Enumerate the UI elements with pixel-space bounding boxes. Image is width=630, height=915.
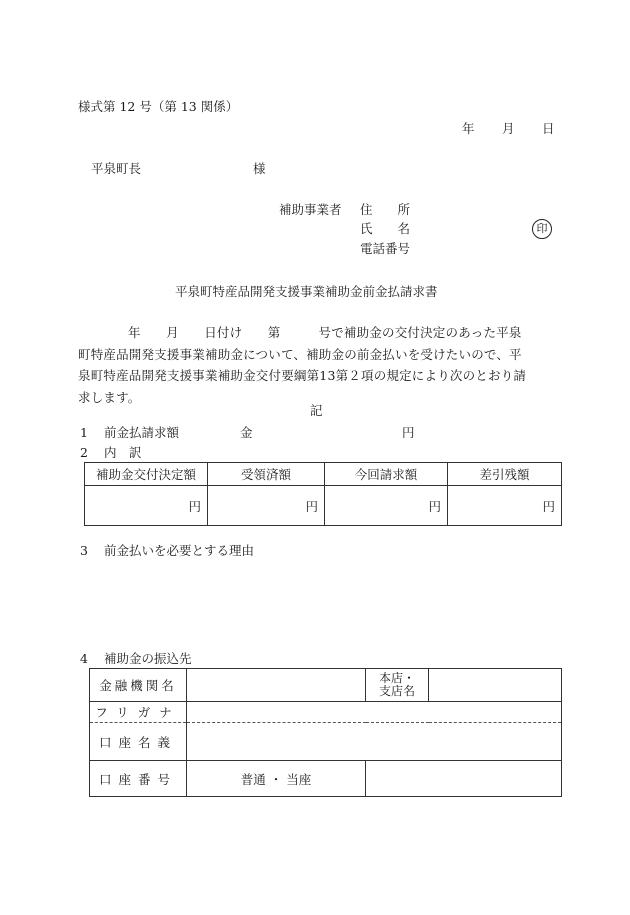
branch-cell[interactable] [429,669,562,702]
breakdown-table [84,462,562,526]
account-name-label: 口座名義 [90,723,187,761]
bank-table [89,668,562,797]
account-type-cell[interactable]: 普通 ・ 当座 [187,761,366,797]
addressee-honorific: 様 [253,161,266,176]
item1-label: 前金払請求額 [104,425,180,440]
item3-number: 3 [80,543,88,558]
current-request-cell[interactable]: 円 [325,486,448,526]
header-current-request: 今回請求額 [325,463,448,486]
ki-heading: 記 [310,403,323,418]
header-decided-amount: 補助金交付決定額 [85,463,208,486]
furigana-cell[interactable] [187,702,562,723]
name-label: 氏 名 [360,221,411,236]
remaining-balance-cell[interactable]: 円 [448,486,562,526]
header-received-amount: 受領済額 [208,463,325,486]
item1-yen: 円 [402,425,415,440]
header-remaining-balance: 差引残額 [448,463,562,486]
decided-amount-cell[interactable]: 円 [85,486,208,526]
branch-label-2: 支店名 [378,684,415,698]
item2-number: 2 [80,445,88,460]
institution-label: 金融機関名 [90,669,187,702]
applicant-role: 補助事業者 [279,202,342,217]
item1-kin: 金 [240,425,253,440]
date-month: 月 [502,121,515,136]
address-label: 住 所 [360,202,411,217]
branch-label [366,669,429,702]
body-line-4: 求します。 [78,389,141,405]
item1-number: 1 [80,425,88,440]
account-number-cell[interactable] [366,761,562,797]
institution-cell[interactable] [187,669,366,702]
item3-label: 前金払いを必要とする理由 [104,543,255,558]
furigana-label: フリガナ [90,702,187,723]
addressee-name: 平泉町長 [91,161,142,176]
account-name-cell[interactable] [187,723,562,761]
branch-label-1: 本店・ [378,671,415,685]
date-day: 日 [542,121,555,136]
body-line-1: 年 月 日付け 第 号で補助金の交付決定のあった平泉 [128,325,522,340]
body-paragraph [78,322,562,408]
date-year: 年 [462,121,475,136]
item4-number: 4 [80,651,88,666]
received-amount-cell[interactable]: 円 [208,486,325,526]
document-title: 平泉町特産品開発支援事業補助金前金払請求書 [175,284,438,299]
body-line-3: 泉町特産品開発支援事業補助金交付要綱第13第２項の規定により次のとおり請 [78,368,527,383]
seal-stamp: 印 [532,219,552,239]
form-number: 様式第 12 号（第 13 関係） [78,99,239,114]
item2-label: 内 訳 [104,445,142,460]
item4-label: 補助金の振込先 [104,651,192,666]
body-line-2: 町特産品開発支援事業補助金について、補助金の前金払いを受けたいので、平 [78,346,522,362]
phone-label: 電話番号 [360,241,411,256]
account-number-label: 口座番号 [90,761,187,797]
